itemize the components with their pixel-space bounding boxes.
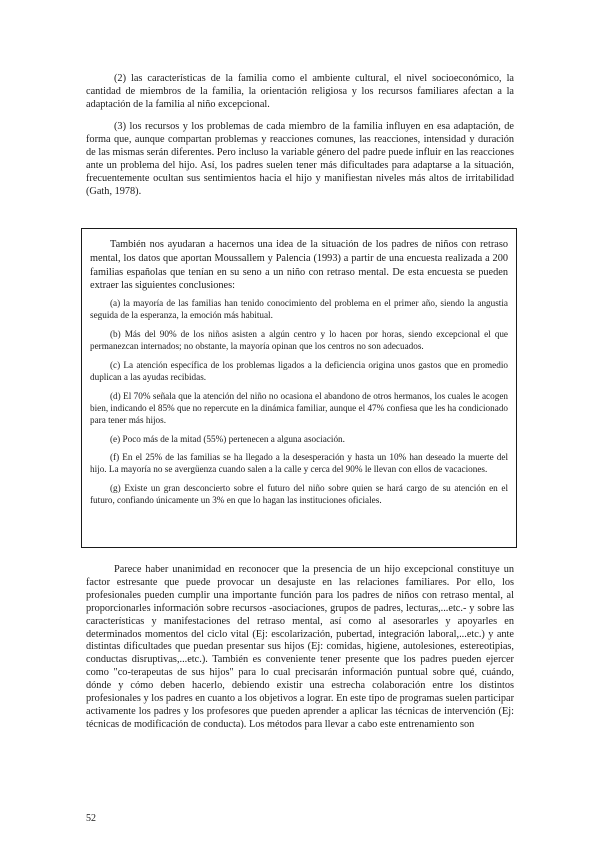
- finding-g: (g) Existe un gran desconcierto sobre el futuro del niño sobre quien se hará cargo de su atención en el futuro, confiando únicamente un 3% en que lo hagan las instituciones oficiales.: [90, 482, 508, 506]
- paragraph-member-resources: (3) los recursos y los problemas de cada miembro de la familia influyen en esa adaptación, de forma que, aunque compartan problemas y reacciones comunes, las reacciones, intensidad y duración de las mismas serán diferentes. Pero incluso la variable género del padre puede influir en las reacciones ante un problema del hijo. Así, los padres suelen tener más dificultades para adaptarse a la situación, frecuentemente ocultan sus sentimientos hacia el hijo y manifiestan niveles más altos de irritabilidad (Gath, 1978).: [86, 121, 514, 197]
- finding-b: (b) Más del 90% de los niños asisten a algún centro y lo hacen por horas, siendo excepcional el que permanezcan internados; no obstante, la mayoría opinan que los centros no son adecuados.: [90, 328, 508, 352]
- survey-intro: También nos ayudaran a hacernos una idea de la situación de los padres de niños con retraso mental, los datos que aportan Moussallem y Palencia (1993) a partir de una encuesta realizada a 200 familias españolas que tenían en su seno a un niño con retraso mental. De esta encuesta se pueden extraer las siguientes conclusiones:: [90, 239, 508, 292]
- finding-c: (c) La atención específica de los problemas ligados a la deficiencia origina unos gastos que en promedio duplican a las ayudas recibidas.: [90, 359, 508, 383]
- paragraph-professional-role: Parece haber unanimidad en reconocer que la presencia de un hijo excepcional constituye un factor estresante que puede provocar un desajuste en las relaciones familiares. Por ello, los profesionales pueden cumplir una importante función para los padres de niños con retraso mental, al proporcionarles información sobre recursos -asociaciones, grupos de padres, lecturas,...etc.- y sobre las características y manifestaciones del retraso mental, así como al asesorarles y apoyarles en determinados momentos del ciclo vital (Ej: escolarización, pubertad, integración laboral,...etc.) y ante distintas dificultades que puedan presentar sus hijos (Ej: comidas, higiene, autolesiones, estereotipias, conductas disruptivas,...etc.). También es conveniente tener presente que los padres pueden ejercer como "co-terapeutas de sus hijos" para lo cual precisarán información puntual sobre qué, cuándo, dónde y cómo deben hacerlo, debiendo existir una estrecha colaboración entre los distintos profesionales y los padres en cuanto a los objetivos a lograr. En este tipo de programas suelen participar activamente los padres y los profesores que pueden aprender a aplicar las técnicas de intervención (Ej: técnicas de modificación de conducta). Los métodos para llevar a cabo este entrenamiento son: [86, 564, 514, 730]
- finding-f: (f) En el 25% de las familias se ha llegado a la desesperación y hasta un 10% han deseado la muerte del hijo. La mayoría no se avergüenza cuando salen a la calle y cerca del 90% le llevan con ellos de vacaciones.: [90, 452, 508, 475]
- page-number: 52: [86, 813, 96, 824]
- finding-a: (a) la mayoría de las familias han tenido conocimiento del problema en el primer año, siendo la angustia seguida de la esperanza, la emoción más habitual.: [90, 298, 508, 321]
- paragraph-family-characteristics: (2) las características de la familia como el ambiente cultural, el nivel socioeconómico, la cantidad de miembros de la familia, la orientación religiosa y los recursos familiares afectan a la adaptación de la familia al niño excepcional.: [86, 73, 514, 110]
- finding-d: (d) El 70% señala que la atención del niño no ocasiona el abandono de otros hermanos, los cuales le acogen bien, indicando el 85% que no repercute en la dinámica familiar, aunque el 47% confiesa que les ha condicionado para tener más hijos.: [90, 390, 509, 426]
- finding-e: (e) Poco más de la mitad (55%) pertenecen a alguna asociación.: [110, 433, 345, 444]
- survey-findings-box: [81, 228, 517, 548]
